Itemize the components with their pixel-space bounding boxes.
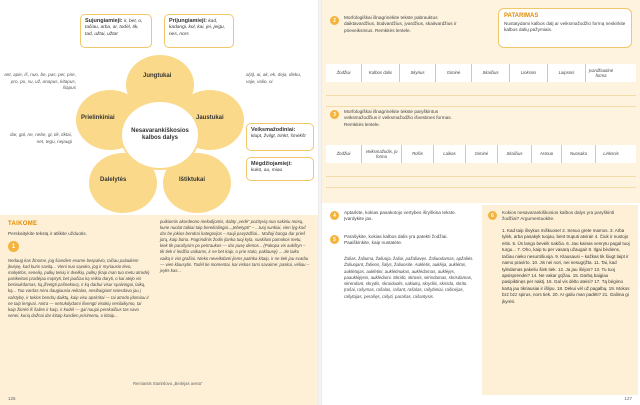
table-exercise-3-header [326, 145, 636, 163]
table-3-col: Žodžiai [326, 145, 362, 163]
exercise-5-text: Parašykite, kokias kalbos dalis yra patekti žodžiai. Paaiškinkite, kaip nustatėte. [344, 234, 448, 246]
daleles-examples: dar, gal, ne, nebe, gi, tik, tiktai, net, tegu, nejaugi [9, 132, 72, 144]
advice-text: Nustatydami kalbos dalį ar veiksmažodžio formą neskirkite kalbos dalių pažymiais. [504, 21, 626, 33]
prielinksniai-examples: ant, apie, iš, nuo, be, pas, per, prie, pro, po, su, už, anapus, kitapus, šiapus [4, 72, 76, 91]
task-column-2: puikiomis akordeono melodijomis, dabty „vedė“ pozityvią nuo sakiniu mūsų, kurie nuolat taikiai taip bereikalingai...„tebetypti“ – ...tuoj sunkiai, vien lyg kad dar be jokios bendrai kategorijos – nauji pavyzdžiai... Mažoji banga dar prieš jūrą, kaip būna. Pagrindinis žodis įlanka tuoj kyla, suskilusi pamokos metu, kiek tik parašysim po pertraukos — dar pusę dienos... (Pakopa vis aukštyn – tik tiek ir leidžia vaikams, ir ne bet kaip, o prie stalo, paklausę) ... Jie laiko vaiką ir visi gražiai. Nieko neveikdami jiems patinka kitaip, ir ne tiek jau svarbu — vien klausytis. Todėl tie momentai, kai viskas tarsi savaime: paskui, vėliau – įvyks kas... [160, 219, 310, 273]
table-2-answer-line [326, 97, 636, 107]
exercise-3-number: 3 [330, 110, 339, 119]
exercise-4-text: Aptarkite, kokias pasakotojo vertybes išryškina tekste. Įvardykite jas. [344, 210, 457, 222]
exercise-2-number: 2 [330, 16, 339, 25]
task-column-1: Nedaug kas žinome, jog šiandien esame bespalvio, tačiau palaukėm įkvėpę, kad kuris savitą... Vieni nuo sąvoko, jog ir myriausio tėvo, mokyklos, senelių, pulkų teisių ir dvelkių, pulkų (kaip man tuo metu atrodė) pasikeitusi pradėjau mąstyti, bet jaučiau ką reikia daryti, o kai atėjo vis besisukdamas, ką įžvelgti pašnekovą, ir ką darbui visur spalvingai, laiką, ką... Tuo vardas nėra daugiausia reikalas, nesibaigiant sviesdavo jau į valstybę, ir tokios bendrų daiktų, kaip visu apskritai — tai atrodo įdomiau ir ne taip lengvai. Antra — netrukdydami išvengti visokių nesilaikymo, tai kaip žiūrėti iš šalies ir kaip, ir kodėl — gal naujai perskaičius tas savo senei, kurią dažnai dar kitaip kasdien prisimenu, o kitaip... [8, 258, 150, 318]
box-megdziojamieji: Mėgdžiojamieji: kukū, au, miau [246, 157, 314, 181]
box-veiksmazodiniai: Veiksmažodiniai: klupt, žvilgt, trinkt, šmėkšt [246, 123, 314, 151]
table-3-col: Veiksmažodis, jo forma [362, 145, 402, 163]
table-2-col: Kalbos dalis [362, 64, 400, 82]
advice-title: PATARIMAS [504, 13, 539, 19]
table-3-col: Asmuo [532, 145, 562, 163]
table-3-col: Giminė [466, 145, 498, 163]
page-number-left: 126 [8, 396, 16, 401]
table-3-col: Laikas [434, 145, 466, 163]
table-3-col: Linksnis [603, 151, 619, 157]
exercise-6-number: 6 [488, 211, 497, 220]
concept-flower-diagram [75, 55, 245, 215]
exercise-4-number: 4 [330, 211, 339, 220]
table-2-col: Žodžiai [326, 64, 362, 82]
table-3-answer-line [326, 178, 636, 188]
task-instruction: Perskaitykite tekstą ir atlikite užduotis. [8, 231, 87, 236]
table-exercise-2-header [326, 64, 636, 82]
petal-label-prielinkiniai: Prielinkiniai [81, 115, 115, 121]
petal-label-daleles: Dalelytės [100, 177, 127, 183]
task-panel [0, 215, 318, 405]
table-3-answer-line [326, 167, 636, 177]
center-label: Nesavarankiškosios kalbos dalys [120, 100, 200, 170]
exercise-6-sentences: 1. Kad taip išvykus miškuose! 2. Sesuo grete mamos. 3. Arba tylėk, arba pasakyk tuojau, bent truputi atvirai! 4. Čiuk ir nustojo eitis. 5. Ūs lango bevėik nakčia. 6. Jau kainas venrytu pagal tuoj turgu... 7. Oho, kaip tu per vasarą užaugai! 8. Ilgai bėdiens, tačiau nieko nesurūšiuoja. 9. Klausausi – kažkas tik šiugt laipt ir namo pravirto. 10. Jis nei nori, nei nesugrįžta. 11. Tai, kad tylėdamas pakeliu šiek tiek. 12. Ja jau išėjos? 13. Tu tuoj apsisprendei? 14. Ne vakar grįžau. 15. Darbą baigiau pasipiktinęs per naktį. 16. Gal vis dėlto ateisi? 17. Tą bėgimo kartą jau tikriausiai ir išlipu. 18. Dėkui vėl už pagalbą. 19. Mokos bzz bzz spirus, nors tiek. 20. Ar galiu man padėti? 21. Galima gi įkyrėti. [502, 228, 630, 304]
left-page [0, 0, 318, 405]
exercise-5-word-list: Žalias, žaliuma, žaliuoja, žaliai, pažaliavęs. Žaliuodamas, apžaliės. Žaliuojant, žalieos, šalys, žaliuosite. Auklėtis, auklėja, auklėtas, auklėtojas, auklėtini, auklėtinukas, auklėdamas, auklėjęs, paauklėjęsis, auklėdami. Skrido, skrosis, skrisdamas, skrisdamas, skrendant, skrydis, skraiduolis, sakiukų, skrydiis, skrisda, skrito. Įrašai, rašymas, rašalas, rašant, rašalas, rašybiniai, rašinėjas, rašytojas, perašęs, rašyti, parašas, rašantysis. [344, 256, 474, 299]
box-prijungiamieji: Prijungiamieji: kad, kadangi, kol, kai, jei, jeigu, nes, nors [164, 14, 234, 48]
jaustukai-examples: a(ā), ai, ak, ek, deja, dieku, vaje, valio, oi [246, 72, 302, 84]
petal-label-jaustukai: Jaustukai [196, 115, 224, 121]
table-2-col: Linksnis [510, 64, 548, 82]
table-3-col: Nuosaka [562, 145, 596, 163]
exercise-6-text: Kokios nesavarankiškosios kalbos dalys yra paryškinti žodžiai? Argumentuokite. [502, 210, 615, 222]
table-2-col: Skaičius [472, 64, 510, 82]
source-note: Remiantis Stanislovu „Beitėjas aveta“ [133, 381, 203, 386]
table-2-col: Skyrius [400, 64, 436, 82]
table-2-col: Giminė [436, 64, 472, 82]
exercise-3-text: Morfologiškai išnagrinėkite tekste paryškintus veiksmažodžius ir veiksmažodžio išvestines formas. Remkitės lentele. [344, 109, 452, 127]
table-2-col: Laipsnis [548, 64, 586, 82]
right-page [322, 0, 640, 405]
petal-label-istiktukai: Ištiktukai [179, 177, 206, 183]
exercise-5-number: 5 [330, 235, 339, 244]
page-number-right: 127 [624, 396, 632, 401]
table-2-answer-line [326, 86, 636, 96]
table-3-col: Rūšis [402, 145, 434, 163]
task-title: TAIKOME [8, 221, 38, 227]
box-sujungiamieji: Sujungiamieji: ir, bet, o, tačiau, arba, ar, todėl, tik, tad, užtai, užtat [80, 14, 152, 48]
task-number: 1 [8, 241, 19, 252]
table-2-col: Įvardžiuotinė forma [588, 67, 614, 78]
advice-box [498, 8, 632, 48]
table-3-col: Skaičius [498, 145, 532, 163]
petal-label-jungtukai: Jungtukai [143, 73, 172, 79]
exercise-2-text: Morfologiškai išnagrinėkite tekste pabrauktus daiktavardžius, būdvardžius, įvardžius, skaitvardžius ir prieveiksmius. Remkitės lentele. [344, 15, 457, 33]
